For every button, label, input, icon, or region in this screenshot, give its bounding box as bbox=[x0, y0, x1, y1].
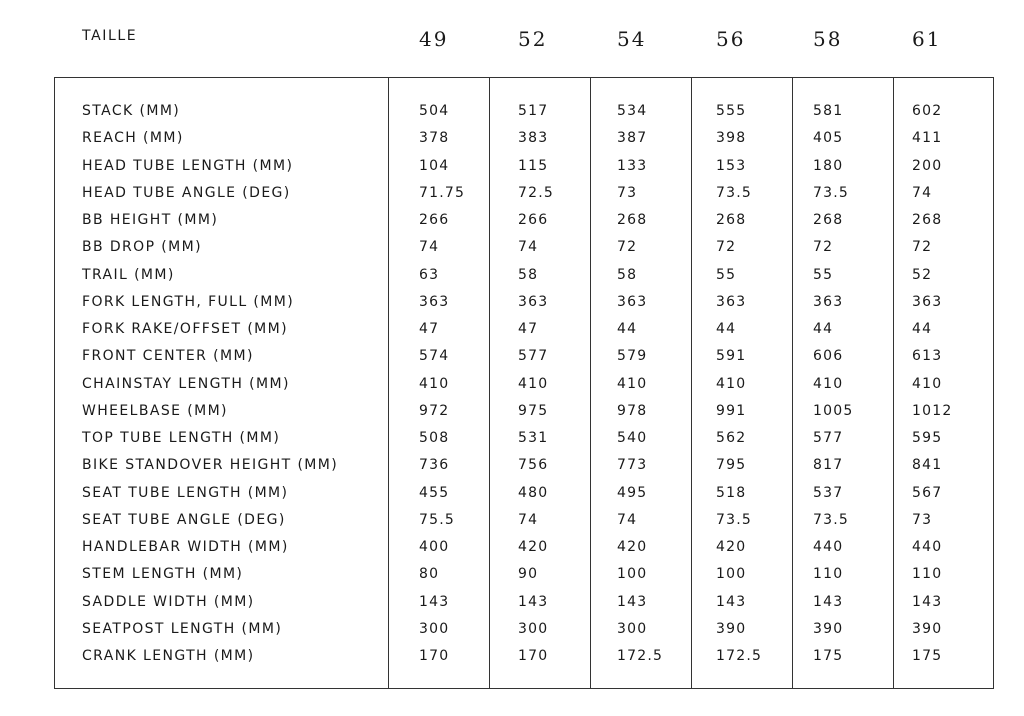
table-cell: 440 bbox=[912, 539, 943, 555]
table-cell: 410 bbox=[518, 376, 549, 392]
table-cell: 440 bbox=[813, 539, 844, 555]
table-cell: 172.5 bbox=[716, 648, 763, 664]
table-cell: 110 bbox=[813, 566, 844, 582]
row-label: HANDLEBAR WIDTH (MM) bbox=[82, 539, 289, 555]
row-label: FORK RAKE/OFFSET (MM) bbox=[82, 321, 289, 337]
table-cell: 110 bbox=[912, 566, 943, 582]
table-cell: 143 bbox=[813, 594, 844, 610]
table-cell: 531 bbox=[518, 430, 549, 446]
table-cell: 975 bbox=[518, 403, 549, 419]
table-cell: 47 bbox=[518, 321, 539, 337]
size-header-49: 49 bbox=[419, 27, 449, 51]
table-cell: 104 bbox=[419, 158, 450, 174]
table-cell: 300 bbox=[419, 621, 450, 637]
table-cell: 74 bbox=[518, 512, 539, 528]
table-cell: 537 bbox=[813, 485, 844, 501]
table-cell: 72 bbox=[813, 239, 834, 255]
table-cell: 795 bbox=[716, 457, 747, 473]
table-cell: 555 bbox=[716, 103, 747, 119]
table-cell: 378 bbox=[419, 130, 450, 146]
table-cell: 74 bbox=[617, 512, 638, 528]
table-cell: 736 bbox=[419, 457, 450, 473]
table-cell: 300 bbox=[617, 621, 648, 637]
table-cell: 390 bbox=[912, 621, 943, 637]
table-cell: 268 bbox=[813, 212, 844, 228]
table-cell: 567 bbox=[912, 485, 943, 501]
row-label: STACK (MM) bbox=[82, 103, 181, 119]
table-cell: 115 bbox=[518, 158, 549, 174]
table-cell: 1005 bbox=[813, 403, 854, 419]
row-label: BIKE STANDOVER HEIGHT (MM) bbox=[82, 457, 339, 473]
table-cell: 73 bbox=[617, 185, 638, 201]
size-header-54: 54 bbox=[617, 27, 647, 51]
table-cell: 55 bbox=[813, 267, 834, 283]
table-cell: 841 bbox=[912, 457, 943, 473]
table-cell: 266 bbox=[518, 212, 549, 228]
table-cell: 44 bbox=[617, 321, 638, 337]
row-label: SEAT TUBE ANGLE (DEG) bbox=[82, 512, 286, 528]
table-cell: 972 bbox=[419, 403, 450, 419]
table-cell: 74 bbox=[518, 239, 539, 255]
table-cell: 75.5 bbox=[419, 512, 455, 528]
table-cell: 591 bbox=[716, 348, 747, 364]
table-cell: 143 bbox=[716, 594, 747, 610]
table-cell: 268 bbox=[912, 212, 943, 228]
table-cell: 180 bbox=[813, 158, 844, 174]
column-divider bbox=[792, 77, 793, 689]
table-cell: 518 bbox=[716, 485, 747, 501]
row-label: TOP TUBE LENGTH (MM) bbox=[82, 430, 281, 446]
table-cell: 73.5 bbox=[716, 185, 752, 201]
table-cell: 480 bbox=[518, 485, 549, 501]
table-cell: 363 bbox=[617, 294, 648, 310]
table-cell: 300 bbox=[518, 621, 549, 637]
table-cell: 410 bbox=[419, 376, 450, 392]
table-cell: 170 bbox=[419, 648, 450, 664]
table-cell: 579 bbox=[617, 348, 648, 364]
table-cell: 978 bbox=[617, 403, 648, 419]
column-divider bbox=[691, 77, 692, 689]
table-cell: 504 bbox=[419, 103, 450, 119]
row-label: SEAT TUBE LENGTH (MM) bbox=[82, 485, 289, 501]
table-cell: 143 bbox=[419, 594, 450, 610]
table-cell: 73.5 bbox=[716, 512, 752, 528]
table-cell: 387 bbox=[617, 130, 648, 146]
table-cell: 72 bbox=[617, 239, 638, 255]
table-cell: 47 bbox=[419, 321, 440, 337]
table-cell: 100 bbox=[716, 566, 747, 582]
table-cell: 268 bbox=[716, 212, 747, 228]
table-cell: 363 bbox=[716, 294, 747, 310]
row-label: CHAINSTAY LENGTH (MM) bbox=[82, 376, 290, 392]
table-cell: 74 bbox=[912, 185, 933, 201]
table-cell: 390 bbox=[813, 621, 844, 637]
table-cell: 410 bbox=[912, 376, 943, 392]
table-cell: 268 bbox=[617, 212, 648, 228]
table-cell: 595 bbox=[912, 430, 943, 446]
table-cell: 383 bbox=[518, 130, 549, 146]
table-cell: 495 bbox=[617, 485, 648, 501]
table-cell: 410 bbox=[716, 376, 747, 392]
table-cell: 602 bbox=[912, 103, 943, 119]
column-divider bbox=[388, 77, 389, 689]
table-cell: 71.75 bbox=[419, 185, 466, 201]
table-cell: 172.5 bbox=[617, 648, 664, 664]
table-cell: 540 bbox=[617, 430, 648, 446]
table-cell: 420 bbox=[716, 539, 747, 555]
column-divider bbox=[489, 77, 490, 689]
table-cell: 534 bbox=[617, 103, 648, 119]
table-cell: 44 bbox=[813, 321, 834, 337]
column-divider bbox=[993, 77, 994, 689]
table-cell: 80 bbox=[419, 566, 440, 582]
table-cell: 73.5 bbox=[813, 185, 849, 201]
table-cell: 143 bbox=[518, 594, 549, 610]
table-cell: 363 bbox=[813, 294, 844, 310]
row-label: STEM LENGTH (MM) bbox=[82, 566, 244, 582]
table-cell: 55 bbox=[716, 267, 737, 283]
table-cell: 200 bbox=[912, 158, 943, 174]
table-cell: 398 bbox=[716, 130, 747, 146]
table-cell: 175 bbox=[912, 648, 943, 664]
table-cell: 508 bbox=[419, 430, 450, 446]
table-cell: 991 bbox=[716, 403, 747, 419]
row-label: WHEELBASE (MM) bbox=[82, 403, 228, 419]
table-cell: 363 bbox=[912, 294, 943, 310]
table-cell: 100 bbox=[617, 566, 648, 582]
table-cell: 58 bbox=[617, 267, 638, 283]
column-divider bbox=[590, 77, 591, 689]
row-label: BB DROP (MM) bbox=[82, 239, 202, 255]
table-cell: 44 bbox=[912, 321, 933, 337]
table-cell: 44 bbox=[716, 321, 737, 337]
row-label: BB HEIGHT (MM) bbox=[82, 212, 219, 228]
table-cell: 72 bbox=[912, 239, 933, 255]
table-cell: 143 bbox=[617, 594, 648, 610]
table-cell: 411 bbox=[912, 130, 943, 146]
table-cell: 74 bbox=[419, 239, 440, 255]
table-cell: 143 bbox=[912, 594, 943, 610]
table-cell: 1012 bbox=[912, 403, 953, 419]
row-label: REACH (MM) bbox=[82, 130, 184, 146]
table-cell: 581 bbox=[813, 103, 844, 119]
table-cell: 175 bbox=[813, 648, 844, 664]
table-cell: 72 bbox=[716, 239, 737, 255]
table-cell: 52 bbox=[912, 267, 933, 283]
column-divider bbox=[893, 77, 894, 689]
table-cell: 577 bbox=[518, 348, 549, 364]
table-cell: 363 bbox=[419, 294, 450, 310]
size-header-56: 56 bbox=[716, 27, 746, 51]
table-cell: 405 bbox=[813, 130, 844, 146]
row-label: CRANK LENGTH (MM) bbox=[82, 648, 255, 664]
table-cell: 170 bbox=[518, 648, 549, 664]
table-cell: 420 bbox=[518, 539, 549, 555]
row-label: SADDLE WIDTH (MM) bbox=[82, 594, 255, 610]
table-cell: 73.5 bbox=[813, 512, 849, 528]
size-header-58: 58 bbox=[813, 27, 843, 51]
size-header-label: TAILLE bbox=[82, 28, 138, 44]
table-cell: 420 bbox=[617, 539, 648, 555]
row-label: FRONT CENTER (MM) bbox=[82, 348, 254, 364]
row-label: HEAD TUBE LENGTH (MM) bbox=[82, 158, 294, 174]
row-label: SEATPOST LENGTH (MM) bbox=[82, 621, 283, 637]
table-cell: 613 bbox=[912, 348, 943, 364]
row-label: HEAD TUBE ANGLE (DEG) bbox=[82, 185, 291, 201]
table-cell: 773 bbox=[617, 457, 648, 473]
table-cell: 606 bbox=[813, 348, 844, 364]
table-cell: 72.5 bbox=[518, 185, 554, 201]
table-cell: 410 bbox=[617, 376, 648, 392]
table-cell: 153 bbox=[716, 158, 747, 174]
table-cell: 363 bbox=[518, 294, 549, 310]
table-cell: 577 bbox=[813, 430, 844, 446]
table-cell: 63 bbox=[419, 267, 440, 283]
size-header-61: 61 bbox=[912, 27, 942, 51]
table-cell: 574 bbox=[419, 348, 450, 364]
table-cell: 455 bbox=[419, 485, 450, 501]
table-cell: 390 bbox=[716, 621, 747, 637]
table-cell: 73 bbox=[912, 512, 933, 528]
row-label: TRAIL (MM) bbox=[82, 267, 175, 283]
table-cell: 562 bbox=[716, 430, 747, 446]
table-cell: 58 bbox=[518, 267, 539, 283]
table-cell: 90 bbox=[518, 566, 539, 582]
table-cell: 756 bbox=[518, 457, 549, 473]
table-cell: 517 bbox=[518, 103, 549, 119]
table-cell: 266 bbox=[419, 212, 450, 228]
table-cell: 817 bbox=[813, 457, 844, 473]
row-label: FORK LENGTH, FULL (MM) bbox=[82, 294, 295, 310]
table-cell: 133 bbox=[617, 158, 648, 174]
table-cell: 400 bbox=[419, 539, 450, 555]
table-cell: 410 bbox=[813, 376, 844, 392]
size-header-52: 52 bbox=[518, 27, 548, 51]
